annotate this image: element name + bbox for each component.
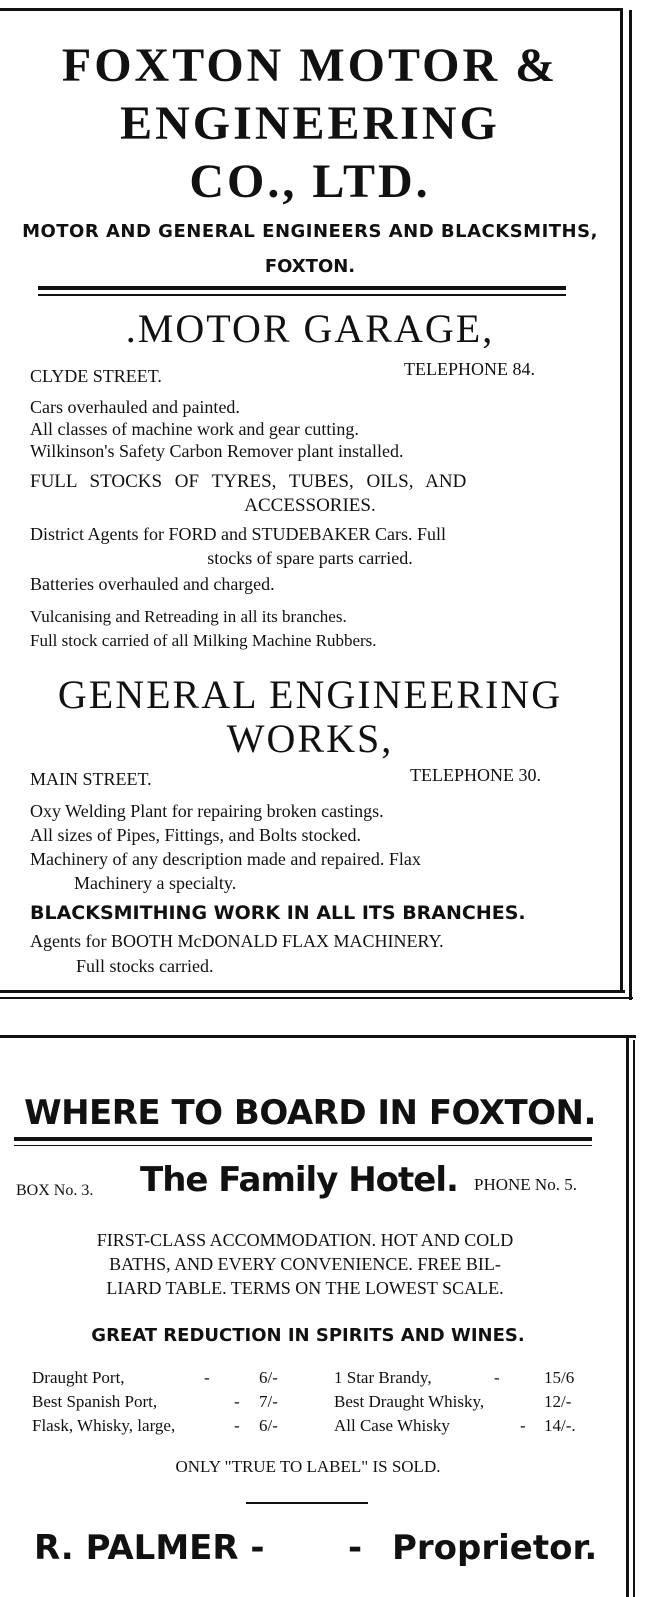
proprietor-divider	[246, 1502, 368, 1504]
works-address: MAIN STREET.	[30, 769, 152, 789]
ad2-phone: PHONE No. 5.	[474, 1175, 577, 1194]
ad2-heading-rule-thin	[14, 1145, 592, 1146]
accom-line-2: BATHS, AND EVERY CONVENIENCE. FREE BIL-	[109, 1254, 501, 1274]
divider-thin	[38, 294, 566, 296]
ad1-subtitle-line2: FOXTON.	[264, 256, 356, 277]
reduction-heading: GREAT REDUCTION IN SPIRITS AND WINES.	[91, 1325, 525, 1346]
garage-phone: TELEPHONE 84.	[404, 359, 535, 379]
ad1-right-border-outer	[629, 10, 632, 1000]
price-value: 15/6	[544, 1368, 575, 1387]
ad2-box: BOX No. 3.	[16, 1182, 94, 1199]
works-heading-line2: WORKS,	[226, 716, 394, 761]
ad2-top-border	[0, 1035, 636, 1038]
price-item: Best Draught Whisky,	[334, 1392, 485, 1411]
garage-agents-line2: stocks of spare parts carried.	[207, 548, 413, 568]
price-row	[32, 1390, 298, 1414]
price-item: All Case Whisky	[334, 1416, 450, 1435]
garage-stocks-line1: FULL STOCKS OF TYRES, TUBES, OILS, AND	[30, 471, 467, 492]
proprietor-dash: -	[348, 1528, 363, 1568]
ad2-heading-rule-thick	[14, 1137, 592, 1141]
works-booth-line1: Agents for BOOTH McDONALD FLAX MACHINERY.	[30, 931, 444, 951]
ad2-heading: WHERE TO BOARD IN FOXTON.	[24, 1093, 596, 1133]
price-value: 6/-	[259, 1368, 278, 1387]
price-row	[334, 1366, 602, 1390]
works-line-4: Machinery a specialty.	[74, 873, 237, 893]
price-dash: -	[494, 1368, 500, 1387]
ad1-bottom-border-2	[0, 997, 633, 999]
garage-line-3: Wilkinson's Safety Carbon Remover plant installed.	[30, 441, 404, 461]
proprietor-name: R. PALMER -	[34, 1528, 265, 1568]
works-phone: TELEPHONE 30.	[410, 765, 541, 785]
garage-address: CLYDE STREET.	[30, 366, 162, 386]
ad1-title-line2: ENGINEERING	[120, 97, 500, 150]
price-value: 6/-	[259, 1416, 278, 1435]
works-blacksmith: BLACKSMITHING WORK IN ALL ITS BRANCHES.	[30, 902, 526, 924]
price-item: Draught Port,	[32, 1368, 125, 1387]
garage-agents-line1: District Agents for FORD and STUDEBAKER Cars. Full	[30, 524, 446, 544]
price-row	[32, 1366, 298, 1390]
hotel-name: The Family Hotel.	[140, 1160, 458, 1200]
works-booth-line2: Full stocks carried.	[76, 956, 214, 976]
garage-milking: Full stock carried of all Milking Machine Rubbers.	[30, 631, 377, 650]
price-item: Best Spanish Port,	[32, 1392, 158, 1411]
ad1-bottom-border	[0, 990, 625, 993]
price-row	[334, 1414, 602, 1438]
garage-line-1: Cars overhauled and painted.	[30, 397, 240, 417]
price-item: Flask, Whisky, large,	[32, 1416, 176, 1435]
accom-line-3: LIARD TABLE. TERMS ON THE LOWEST SCALE.	[106, 1278, 504, 1298]
works-line-1: Oxy Welding Plant for repairing broken castings.	[30, 801, 384, 821]
ad2-right-border	[626, 1035, 629, 1597]
prices-right	[334, 1366, 602, 1438]
garage-heading: .MOTOR GARAGE,	[125, 306, 495, 351]
price-item: 1 Star Brandy,	[334, 1368, 432, 1387]
garage-batteries: Batteries overhauled and charged.	[30, 574, 275, 594]
price-dash: -	[204, 1368, 210, 1387]
price-row	[334, 1390, 602, 1414]
ad1-right-border	[620, 8, 623, 993]
prices-left	[32, 1366, 298, 1438]
accom-line-1: FIRST-CLASS ACCOMMODATION. HOT AND COLD	[96, 1230, 514, 1250]
works-heading-line1: GENERAL ENGINEERING	[57, 672, 563, 717]
ad1-title-line1: FOXTON MOTOR &	[61, 39, 559, 92]
price-value: 14/-.	[544, 1416, 576, 1435]
works-line-3: Machinery of any description made and repaired. Flax	[30, 849, 421, 869]
price-row	[32, 1414, 298, 1438]
garage-line-2: All classes of machine work and gear cutting.	[30, 419, 359, 439]
price-dash: -	[234, 1392, 240, 1411]
ad2-right-border-outer	[633, 1040, 635, 1597]
label-note: ONLY "TRUE TO LABEL" IS SOLD.	[175, 1457, 441, 1476]
proprietor-title: Proprietor.	[392, 1528, 598, 1568]
ad1-title-line3: CO., LTD.	[189, 155, 431, 208]
price-dash: -	[520, 1416, 526, 1435]
ad1-top-border	[0, 8, 622, 11]
garage-stocks-line2: ACCESSORIES.	[244, 495, 376, 516]
price-value: 12/-	[544, 1392, 572, 1411]
divider-thick	[38, 286, 566, 290]
garage-vulcanising: Vulcanising and Retreading in all its branches.	[30, 607, 347, 626]
works-line-2: All sizes of Pipes, Fittings, and Bolts stocked.	[30, 825, 361, 845]
price-value: 7/-	[259, 1392, 278, 1411]
price-dash: -	[234, 1416, 240, 1435]
ad1-subtitle-line1: MOTOR AND GENERAL ENGINEERS AND BLACKSMITHS,	[22, 221, 598, 242]
